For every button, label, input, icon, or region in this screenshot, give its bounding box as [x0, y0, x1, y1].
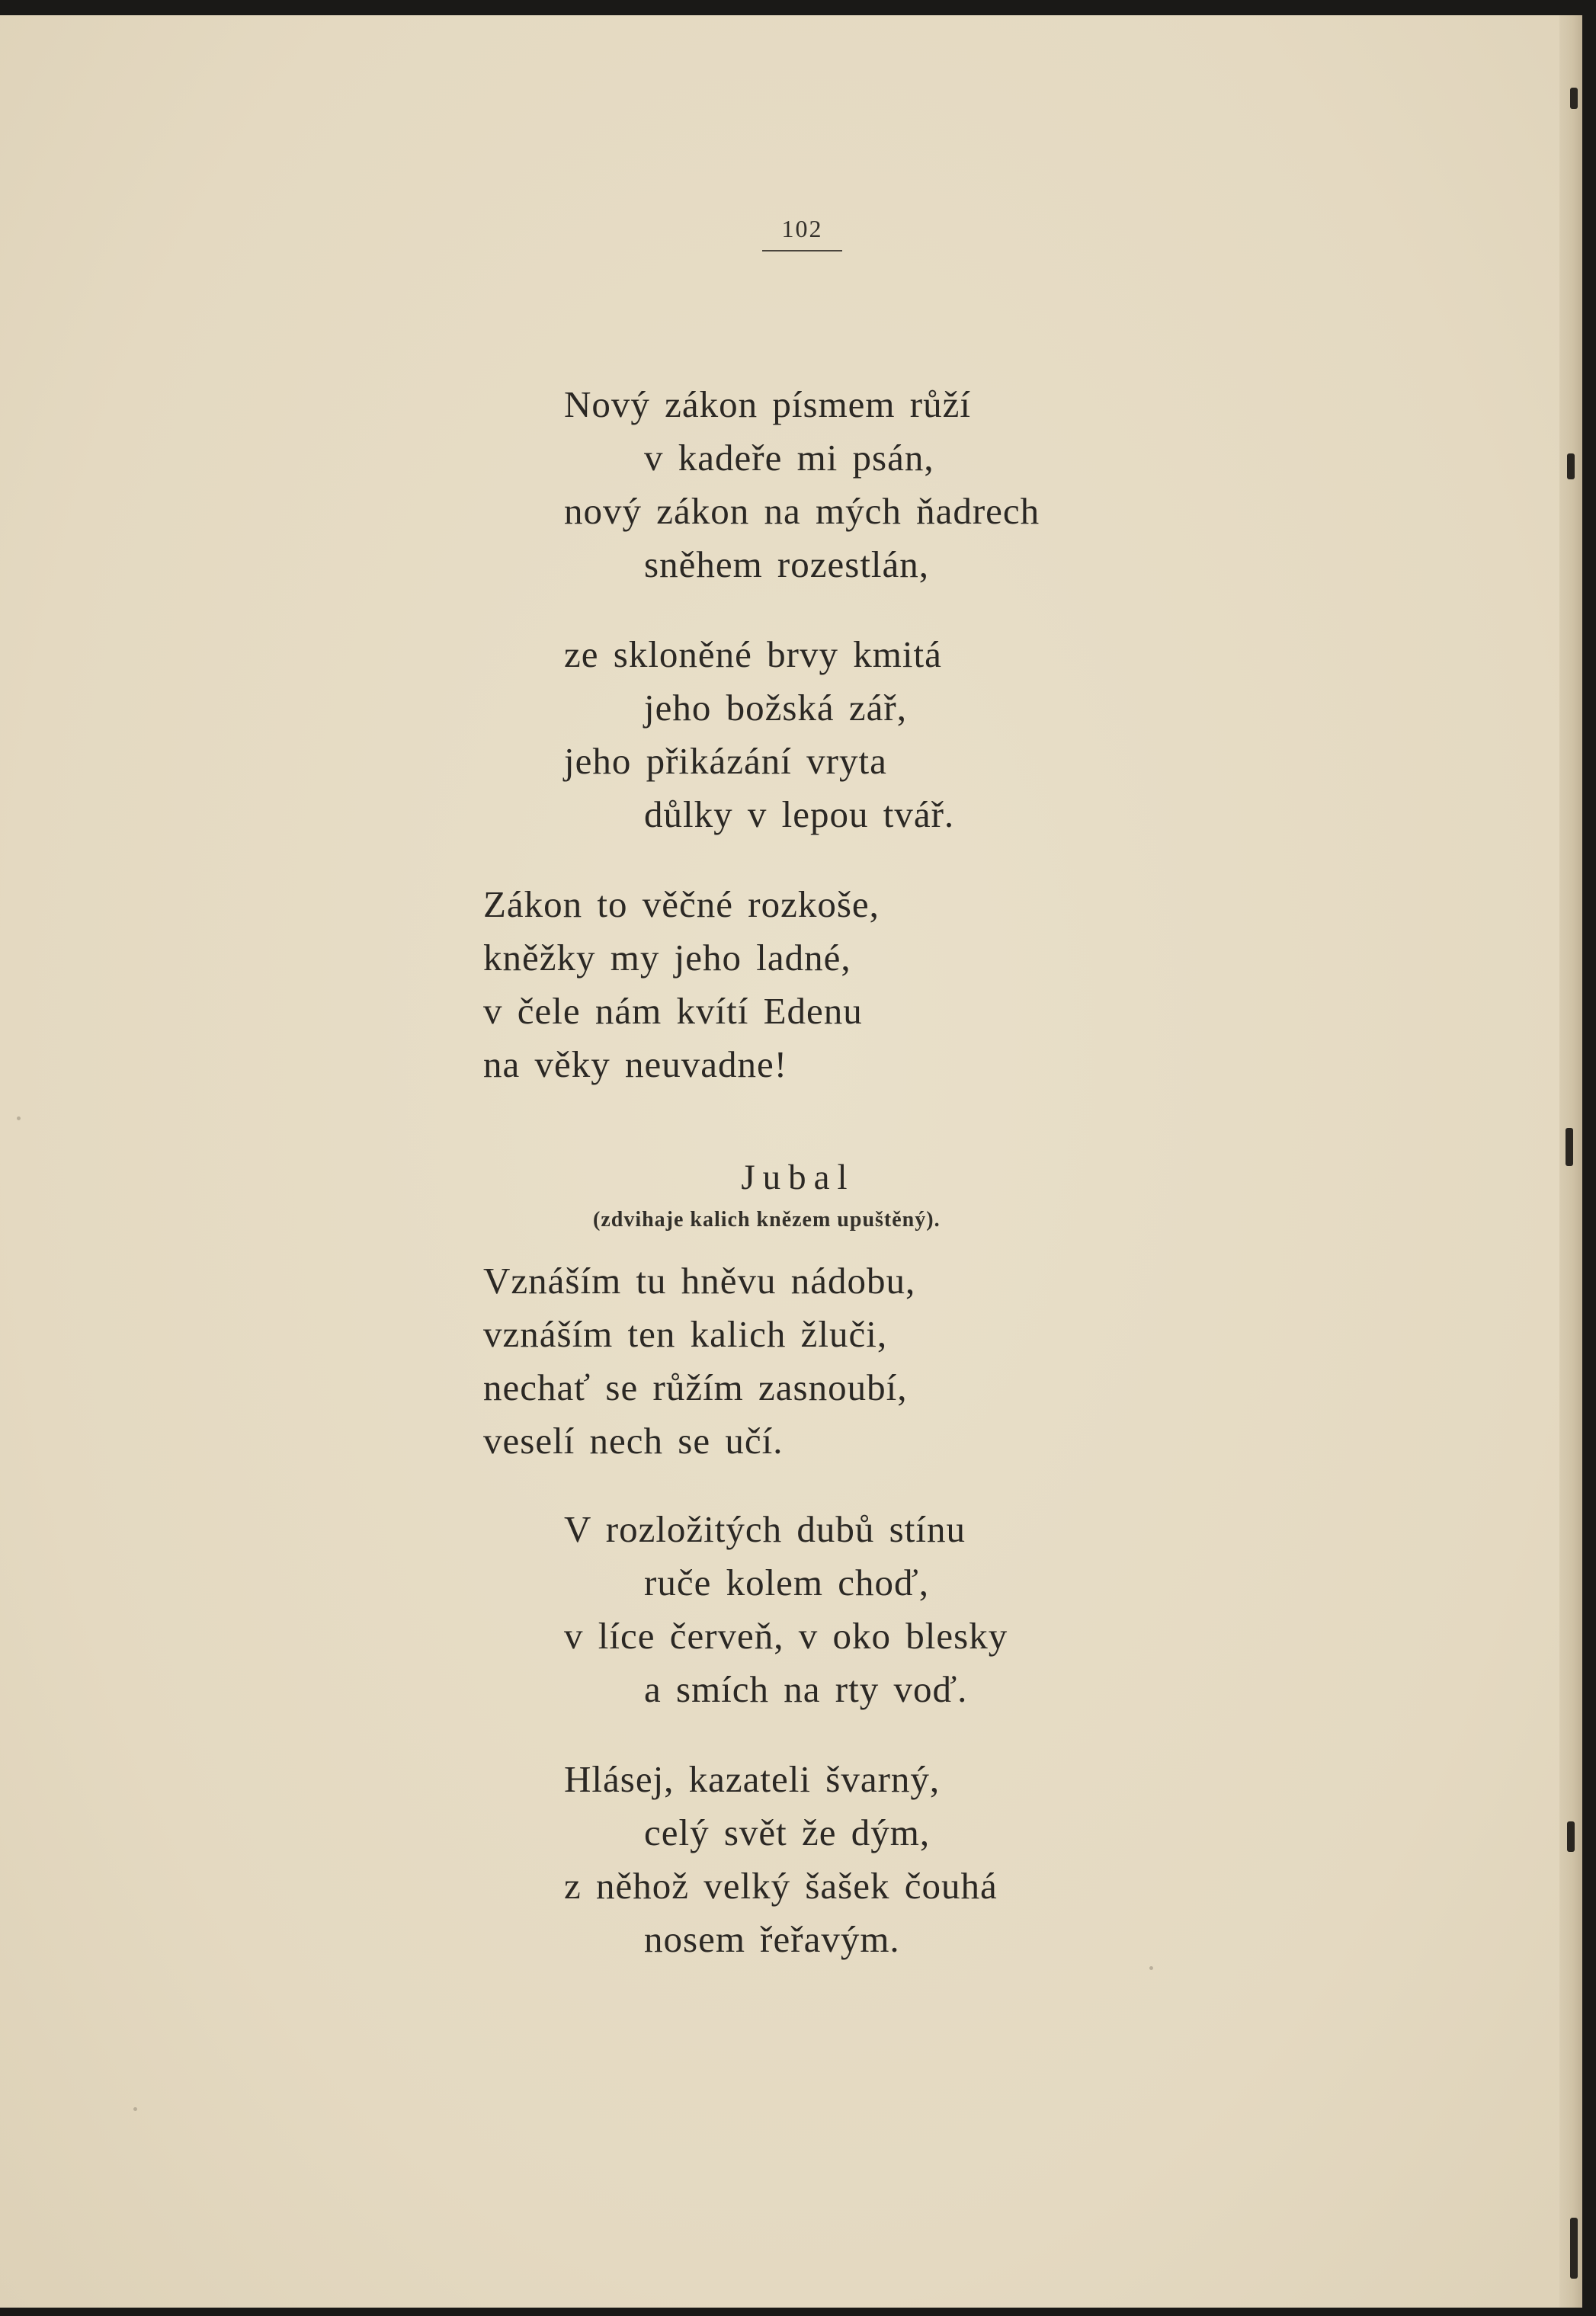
poem-line: sněhem rozestlán,	[644, 543, 930, 585]
poem-line: ze skloněné brvy kmitá	[564, 633, 942, 675]
poem-line: nový zákon na mých ňadrech	[564, 490, 1040, 532]
page-edge	[1559, 15, 1582, 2308]
poem-line: jeho božská zář,	[644, 687, 907, 729]
edge-mark	[1567, 453, 1575, 479]
speaker-name: Jubal	[741, 1158, 855, 1197]
poem-line: v líce červeň, v oko blesky	[564, 1615, 1008, 1657]
poem-line: a smích na rty voď.	[644, 1668, 968, 1710]
page-number-rule	[762, 250, 842, 251]
paper-speck	[17, 1116, 21, 1120]
page-number: 102	[781, 215, 823, 242]
poem-line: v kadeře mi psán,	[644, 437, 934, 479]
poem-line: celý svět že dým,	[644, 1811, 931, 1853]
edge-mark	[1570, 88, 1578, 109]
poem-line: z něhož velký šašek čouhá	[564, 1865, 998, 1907]
poem-line: nechať se růžím zasnoubí,	[483, 1366, 908, 1408]
book-page	[0, 15, 1582, 2308]
edge-mark	[1567, 1821, 1575, 1852]
poem-line: Zákon to věčné rozkoše,	[483, 883, 880, 925]
edge-mark	[1566, 1128, 1573, 1166]
poem-line: důlky v lepou tvář.	[644, 793, 955, 835]
poem-line: nosem řeřavým.	[644, 1918, 900, 1960]
poem-line: Vznáším tu hněvu nádobu,	[483, 1260, 916, 1302]
poem-line: V rozložitých dubů stínu	[564, 1508, 966, 1550]
poem-line: kněžky my jeho ladné,	[483, 937, 851, 979]
stage-direction: (zdvihaje kalich knězem upuštěný).	[593, 1208, 941, 1232]
edge-mark	[1570, 2218, 1578, 2279]
poem-line: na věky neuvadne!	[483, 1043, 788, 1085]
poem-line: Hlásej, kazateli švarný,	[564, 1758, 941, 1800]
poem-line: veselí nech se učí.	[483, 1420, 784, 1462]
poem-line: v čele nám kvítí Edenu	[483, 990, 863, 1032]
poem-line: Nový zákon písmem růží	[564, 383, 971, 425]
poem-line: vznáším ten kalich žluči,	[483, 1313, 888, 1355]
paper-speck	[1149, 1966, 1153, 1970]
poem-line: ruče kolem choď,	[644, 1562, 929, 1603]
poem-line: jeho přikázání vryta	[564, 740, 887, 782]
paper-speck	[133, 2107, 137, 2111]
